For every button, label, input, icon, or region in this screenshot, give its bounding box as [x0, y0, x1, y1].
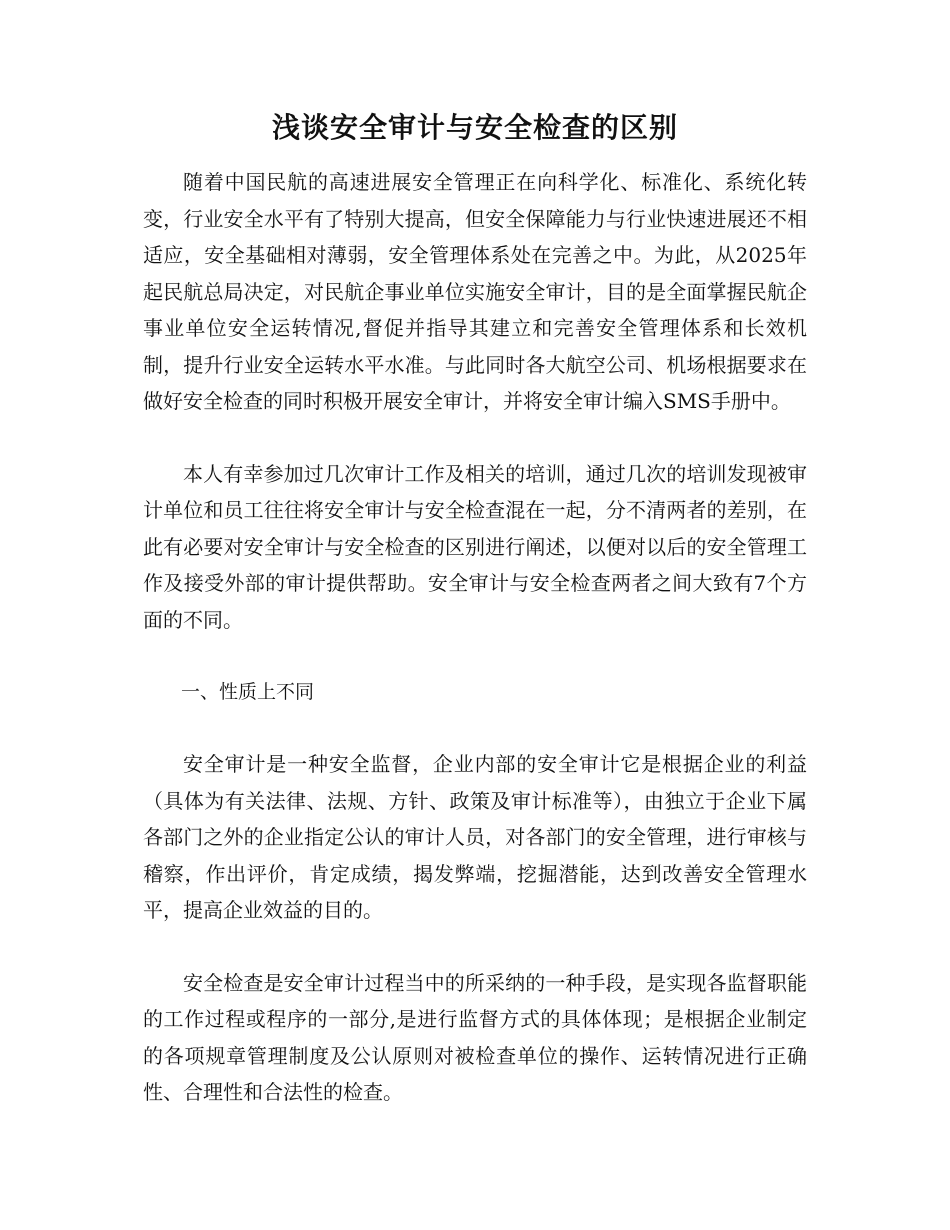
paragraph-inspection-definition: 安全检查是安全审计过程当中的所采纳的一种手段，是实现各监督职能的工作过程或程序的一部分,是进行监督方式的具体体现；是根据企业制定的各项规章管理制度及公认原则对被检查单位的操作、运转情况进行正确性、合理性和合法性的检查。 [143, 970, 807, 1104]
paragraph-audit-definition: 安全审计是一种安全监督，企业内部的安全审计它是根据企业的利益（具体为有关法律、法规、方针、政策及审计标准等），由独立于企业下属各部门之外的企业指定公认的审计人员，对各部门的安全管理，进行审核与稽察，作出评价，肯定成绩，揭发弊端，挖掘潜能，达到改善安全管理水平，提高企业效益的目的。 [143, 752, 807, 922]
document-body [143, 164, 807, 1111]
section-heading: 一、性质上不同 [181, 681, 315, 703]
paragraph-gap [143, 420, 807, 456]
paragraph-experience: 本人有幸参加过几次审计工作及相关的培训，通过几次的培训发现被审计单位和员工往往将安全审计与安全检查混在一起，分不清两者的差别，在此有必要对安全审计与安全检查的区别进行阐述，以便对以后的安全管理工作及接受外部的审计提供帮助。安全审计与安全检查两者之间大致有7个方面的不同。 [143, 461, 807, 632]
paragraph-gap [143, 710, 807, 746]
document-title: 浅谈安全审计与安全检查的区别 [271, 111, 678, 144]
paragraph-intro: 随着中国民航的高速进展安全管理正在向科学化、标准化、系统化转变，行业安全水平有了特别大提高，但安全保障能力与行业快速进展还不相适应，安全基础相对薄弱，安全管理体系处在完善之中。为此，从2025年起民航总局决定，对民航企事业单位实施安全审计，目的是全面掌握民航企事业单位安全运转情况,督促并指导其建立和完善安全管理体系和长效机制，提升行业安全运转水平水准。与此同时各大航空公司、机场根据要求在做好安全检查的同时积极开展安全审计，并将安全审计编入SMS手册中。 [143, 170, 807, 413]
paragraph-gap [143, 638, 807, 674]
paragraph-gap [143, 929, 807, 965]
